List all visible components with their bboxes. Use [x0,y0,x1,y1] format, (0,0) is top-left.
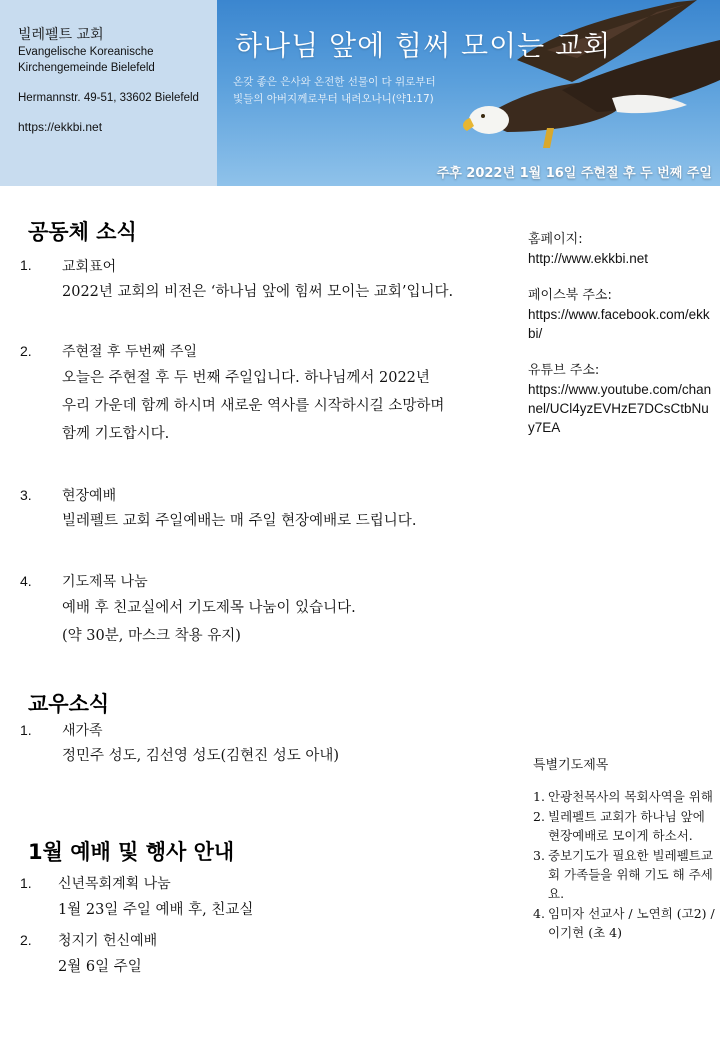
item-number: 1. [20,875,32,891]
item-heading: 교회표어 [62,259,117,275]
item-number: 1. [20,257,32,273]
item-number: 4. [20,573,32,589]
item-heading: 기도제목 나눔 [62,574,148,590]
verse-line: 온갖 좋은 은사와 온전한 선물이 다 위로부터 [233,76,436,88]
item-body-line: 1월 23일 주일 예배 후, 친교실 [58,902,254,918]
item-body [62,364,444,448]
item-body-line: (약 30분, 마스크 착용 유지) [62,628,241,644]
youtube-link[interactable]: https://www.youtube.com/channel/UCl4yzEVHzE7DCsCtbNuy7EA [528,382,712,435]
section-title-community: 공동체 소식 [28,220,137,244]
prayer-number: 4. [533,906,545,921]
item-body [62,594,356,650]
prayer-number: 1. [533,789,545,804]
church-name-ko: 빌레펠트 교회 [18,27,104,43]
facebook-link[interactable]: https://www.facebook.com/ekkbi/ [528,307,710,341]
item-number: 2. [20,343,32,359]
homepage-link[interactable]: http://www.ekkbi.net [528,251,649,266]
banner-title: 하나님 앞에 힘써 모이는 교회 [235,29,612,62]
prayer-item [533,807,715,845]
item-number: 1. [20,722,32,738]
item-body-line: 빌레펠트 교회 주일예배는 매 주일 현장예배로 드립니다. [62,513,417,529]
prayer-text: 중보기도가 필요한 빌레펠트교회 가족들을 위해 기도 해 주세요. [548,848,713,901]
prayer-item [533,904,715,942]
section-title-events: 1월 예배 및 행사 안내 [28,840,235,864]
verse-line: 빛들의 아버지께로부터 내려오나니(약1:17) [233,93,434,105]
links-panel [528,230,713,455]
youtube-group [528,361,713,437]
prayer-text: 임미자 선교사 / 노연희 (고2) / 이기현 (초 4) [548,906,715,940]
service-date: 주후 2022년 1월 16일 주현절 후 두 번째 주일 [436,166,712,181]
item-body-line: 2월 6일 주일 [58,959,142,975]
item-heading: 현장예배 [62,488,117,504]
facebook-label: 페이스북 주소: [528,288,612,303]
item-body-line: 오늘은 주현절 후 두 번째 주일입니다. 하나님께서 2022년 [62,370,430,386]
facebook-group [528,286,713,343]
prayer-list [533,787,715,942]
item-number: 2. [20,932,32,948]
item-number: 3. [20,487,32,503]
item-body [62,507,416,535]
youtube-label: 유튜브 주소: [528,363,600,378]
prayer-number: 2. [533,809,545,824]
prayer-title: 특별기도제목 [533,758,609,773]
item-heading: 주현절 후 두번째 주일 [62,344,198,360]
section-title-members: 교우소식 [28,692,110,716]
item-body [58,953,142,981]
item-body-line: 정민주 성도, 김선영 성도(김현진 성도 아내) [62,748,340,764]
prayer-text: 안광천목사의 목회사역을 위해 [548,789,713,804]
item-body [58,896,253,924]
prayer-item [533,787,715,806]
prayer-number: 3. [533,848,545,863]
item-heading: 새가족 [62,723,103,739]
church-website-link[interactable]: https://ekkbi.net [18,120,103,134]
banner [217,0,720,186]
item-heading: 신년목회계획 나눔 [58,876,171,892]
church-name-de-line2: Kirchengemeinde Bielefeld [18,62,155,74]
church-info-panel [0,0,217,186]
church-name-de-line1: Evangelische Koreanische [18,46,154,58]
item-body [62,278,453,306]
homepage-group [528,230,713,268]
prayer-item [533,846,715,903]
homepage-label: 홈페이지: [528,232,583,247]
item-body-line: 함께 기도합시다. [62,426,170,442]
church-address: Hermannstr. 49-51, 33602 Bielefeld [18,92,199,104]
item-body [62,742,339,770]
item-body-line: 우리 가운데 함께 하시며 새로운 역사를 시작하시길 소망하며 [62,398,445,414]
banner-verse [233,74,533,108]
prayer-text: 빌레펠트 교회가 하나님 앞에 현장예배로 모이게 하소서. [548,809,705,843]
prayer-panel [533,754,715,943]
item-body-line: 예배 후 친교실에서 기도제목 나눔이 있습니다. [62,600,356,616]
item-heading: 청지기 헌신예배 [58,933,158,949]
item-body-line: 2022년 교회의 비전은 ‘하나님 앞에 힘써 모이는 교회’입니다. [62,284,454,300]
